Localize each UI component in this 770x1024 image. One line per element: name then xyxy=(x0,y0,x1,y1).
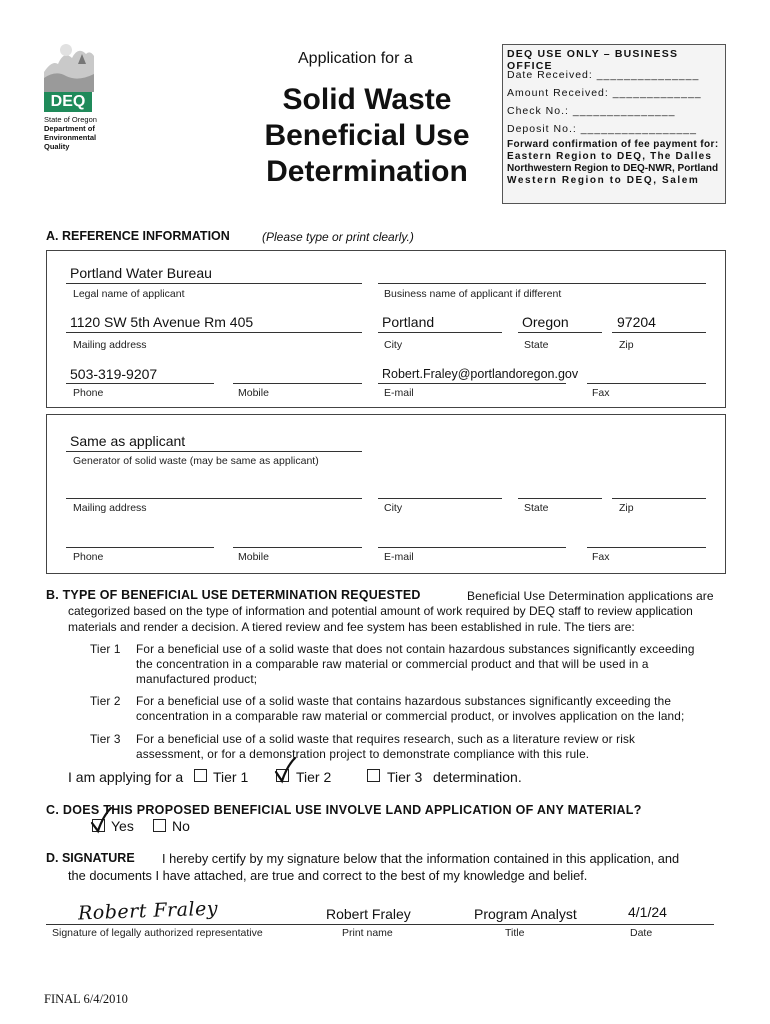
date-value[interactable]: 4/1/24 xyxy=(628,904,667,920)
determination-text: determination. xyxy=(433,769,522,785)
generator-city-input[interactable] xyxy=(378,498,502,499)
print-name-value[interactable]: Robert Fraley xyxy=(326,906,411,922)
generator-state-label: State xyxy=(524,502,549,514)
generator-name-label: Generator of solid waste (may be same as applicant) xyxy=(73,455,319,467)
no-label: No xyxy=(172,818,190,834)
tier-1-option-label: Tier 1 xyxy=(213,769,249,785)
section-b-heading: B. TYPE OF BENEFICIAL USE DETERMINATION REQUESTED xyxy=(46,588,421,602)
tier-3-checkbox[interactable] xyxy=(367,769,380,782)
generator-city-label: City xyxy=(384,502,403,514)
state-value[interactable]: Oregon xyxy=(522,314,569,330)
section-b-intro-3: materials and render a decision. A tiered review and fee system has been established in rule. The tiers are: xyxy=(68,620,635,634)
section-a-heading: A. REFERENCE INFORMATION xyxy=(46,229,230,243)
date-label: Date xyxy=(630,927,653,939)
section-b-intro-1: Beneficial Use Determination applications are xyxy=(467,589,714,603)
generator-phone-label: Phone xyxy=(73,551,104,563)
tier-1-label: Tier 1 xyxy=(90,642,121,656)
phone-label: Phone xyxy=(73,387,104,399)
amount-received-field[interactable]: Amount Received: _____________ xyxy=(507,87,702,99)
tier-3-label: Tier 3 xyxy=(90,732,121,746)
signature-line xyxy=(46,924,714,925)
city-label: City xyxy=(384,339,403,351)
generator-mobile-label: Mobile xyxy=(238,551,269,563)
generator-address-label: Mailing address xyxy=(73,502,147,514)
legal-name-label: Legal name of applicant xyxy=(73,288,185,300)
office-use-heading: DEQ USE ONLY – BUSINESS OFFICE xyxy=(507,48,679,72)
form-subtitle: Application for a xyxy=(298,50,413,67)
generator-zip-label: Zip xyxy=(619,502,634,514)
zip-label: Zip xyxy=(619,339,634,351)
section-b-intro-2: categorized based on the type of information and potential amount of work required by DEQ staff to review application xyxy=(68,604,693,618)
zip-value[interactable]: 97204 xyxy=(617,314,656,330)
generator-phone-input[interactable] xyxy=(66,547,214,548)
tier-2-option-label: Tier 2 xyxy=(296,769,332,785)
section-a-note: (Please type or print clearly.) xyxy=(262,230,414,244)
logo-dept-text-3: Quality xyxy=(44,142,70,151)
print-name-label: Print name xyxy=(342,927,393,939)
logo-dept-text-2: Environmental xyxy=(44,133,97,142)
generator-zip-input[interactable] xyxy=(612,498,706,499)
generator-address-input[interactable] xyxy=(66,498,362,499)
check-no-field[interactable]: Check No.: _______________ xyxy=(507,105,676,117)
logo-state-text: State of Oregon xyxy=(44,115,97,124)
mailing-address-value[interactable]: 1120 SW 5th Avenue Rm 405 xyxy=(70,314,254,330)
date-received-field[interactable]: Date Received: _______________ xyxy=(507,69,700,81)
fax-label: Fax xyxy=(592,387,610,399)
deq-logo xyxy=(44,40,104,152)
generator-fax-input[interactable] xyxy=(587,547,706,548)
landscape-icon xyxy=(44,40,94,92)
logo-dept-text-1: Department of xyxy=(44,124,95,133)
email-value[interactable]: Robert.Fraley@portlandoregon.gov xyxy=(382,367,579,381)
title-label: Title xyxy=(505,927,525,939)
deq-wordmark: DEQ xyxy=(44,92,92,112)
phone-value[interactable]: 503-319-9207 xyxy=(70,366,158,382)
email-label: E-mail xyxy=(384,387,414,399)
checkmark-icon xyxy=(273,756,297,784)
generator-mobile-input[interactable] xyxy=(233,547,362,548)
tier-1-checkbox[interactable] xyxy=(194,769,207,782)
checkmark-icon xyxy=(89,806,113,834)
tier-3-option-label: Tier 3 xyxy=(387,769,423,785)
certification-text-2: the documents I have attached, are true and correct to the best of my knowledge and belief. xyxy=(68,868,588,883)
mailing-address-label: Mailing address xyxy=(73,339,147,351)
city-value[interactable]: Portland xyxy=(382,314,435,330)
signature-value[interactable]: Robert Fraley xyxy=(77,897,219,925)
legal-name-value[interactable]: Portland Water Bureau xyxy=(70,265,212,281)
forward-note: Forward confirmation of fee payment for: Eastern Region to DEQ, The Dalles Northwestern Region to DEQ-NWR, Portland Western Region to DEQ, Salem xyxy=(507,139,719,186)
deposit-no-field[interactable]: Deposit No.: _________________ xyxy=(507,123,697,135)
generator-email-label: E-mail xyxy=(384,551,414,563)
title-value[interactable]: Program Analyst xyxy=(474,906,577,922)
no-checkbox[interactable] xyxy=(153,819,166,832)
generator-email-input[interactable] xyxy=(378,547,566,548)
section-c-heading: C. DOES THIS PROPOSED BENEFICIAL USE INVOLVE LAND APPLICATION OF ANY MATERIAL? xyxy=(46,803,642,817)
mobile-label: Mobile xyxy=(238,387,269,399)
generator-fax-label: Fax xyxy=(592,551,610,563)
state-label: State xyxy=(524,339,549,351)
footer-version: FINAL 6/4/2010 xyxy=(44,992,128,1006)
certification-text-1: I hereby certify by my signature below that the information contained in this application, and xyxy=(162,851,680,866)
business-name-label: Business name of applicant if different xyxy=(384,288,562,300)
applying-for-label: I am applying for a xyxy=(68,769,184,785)
tier-2-label: Tier 2 xyxy=(90,694,121,708)
section-d-heading: D. SIGNATURE xyxy=(46,851,135,865)
form-title: Solid Waste Beneficial Use Determination xyxy=(264,83,470,188)
generator-name-value[interactable]: Same as applicant xyxy=(70,433,186,449)
yes-label: Yes xyxy=(111,818,134,834)
generator-state-input[interactable] xyxy=(518,498,602,499)
signature-label: Signature of legally authorized representative xyxy=(52,927,263,939)
office-use-box xyxy=(502,44,726,204)
